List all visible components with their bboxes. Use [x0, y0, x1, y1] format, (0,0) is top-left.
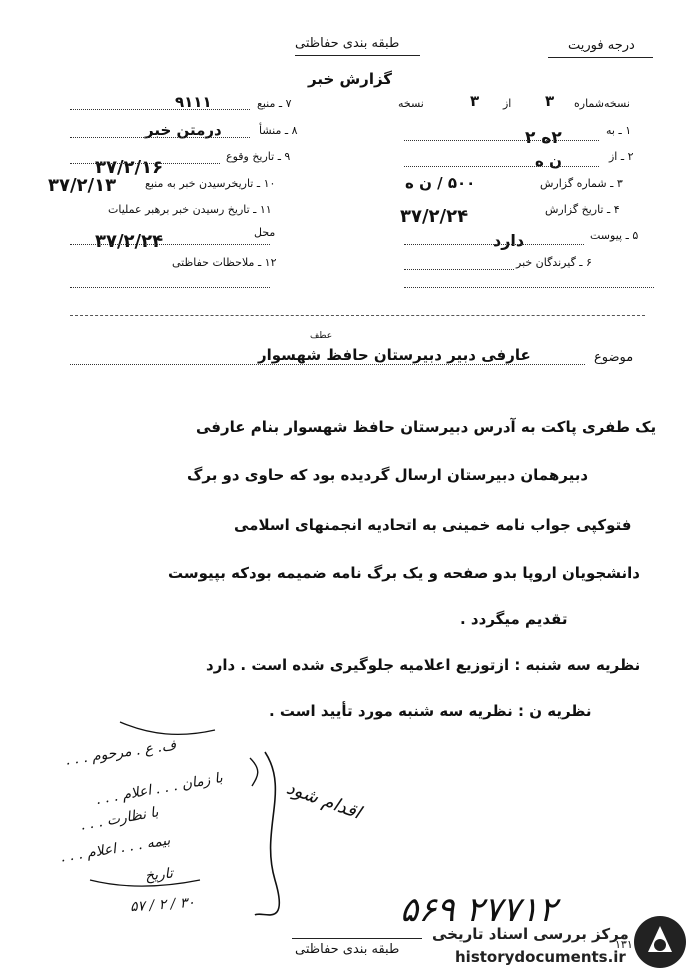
- report-title: گزارش خبر: [308, 70, 393, 88]
- subject-label: موضوع: [594, 350, 634, 365]
- field-1-line: [404, 140, 599, 141]
- field-11-location: محل: [254, 226, 276, 239]
- body-line-4: دانشجویان اروپا بدو صفحه و یک برگ نامه ضمیمه بودکه بپیوست: [168, 564, 641, 582]
- field-2-line: [404, 166, 599, 167]
- archive-center-name: مرکز بررسی اسناد تاریخی: [432, 925, 629, 943]
- field-5-value: دارد: [493, 231, 525, 250]
- field-8-label: ۸ ـ منشأ: [259, 124, 298, 137]
- field-6-line-2: [404, 287, 654, 288]
- field-11-value: ۳۷/۲/۲۴: [95, 231, 164, 252]
- field-6-line: [404, 269, 514, 270]
- field-8-line: [70, 137, 250, 138]
- handwritten-date: ۳۰ / ۲ / ۵۷: [129, 894, 196, 916]
- field-1-value: ۲ه ۲: [525, 128, 562, 148]
- section-separator: [70, 315, 645, 316]
- archive-code: ۱۳۱: [615, 938, 633, 951]
- field-12-line: [70, 287, 270, 288]
- copy-number-from: از: [503, 97, 512, 110]
- field-11-line: [70, 244, 270, 245]
- field-6-label: ۶ ـ گیرندگان خبر: [516, 256, 592, 269]
- classification-top: طبقه بندی حفاظتی: [295, 36, 400, 51]
- field-3-value: ۵۰۰ / ن ه: [405, 174, 476, 192]
- copy-number-label: نسخه‌شماره: [574, 97, 630, 110]
- handwritten-note-5: تاریخ: [144, 865, 174, 885]
- body-line-3: فتوکپی جواب نامه خمینی به اتحادیه انجمنهای اسلامی: [234, 516, 632, 534]
- field-7-label: ۷ ـ منبع: [257, 97, 292, 110]
- archive-logo-icon: [630, 912, 690, 972]
- subject-insert-note: عطف: [310, 331, 333, 341]
- field-11-label: ۱۱ ـ تاریخ رسیدن خبر برهبر عملیات: [108, 203, 272, 216]
- classification-bottom: طبقه بندی حفاظتی: [295, 942, 400, 957]
- archive-website: historydocuments.ir: [455, 948, 626, 966]
- copy-number-suffix: نسخه: [398, 97, 424, 110]
- field-4-value: ۳۷/۲/۲۴: [400, 206, 469, 227]
- body-line-7: نظریه ن : نظریه سه شنبه مورد تأیید است .: [269, 702, 592, 720]
- classification-bottom-overline: [292, 938, 422, 939]
- handwritten-action: اقدام شود: [283, 777, 364, 824]
- classification-top-underline: [295, 55, 420, 56]
- subject-line: [70, 364, 585, 365]
- priority-underline: [548, 57, 653, 58]
- handwritten-note-2: با زمان . . . اعلام . . .: [94, 769, 224, 809]
- field-5-line: [404, 244, 584, 245]
- field-8-value: درمتن خبر: [145, 121, 222, 139]
- field-10-label: ۱۰ ـ تاریخرسیدن خبر به منبع: [145, 177, 276, 190]
- field-7-line: [70, 109, 250, 110]
- field-4-label: ۴ ـ تاریخ گزارش: [545, 203, 620, 216]
- field-7-value: ۹۱۱۱: [175, 93, 212, 111]
- copy-number-total: ۳: [470, 92, 480, 110]
- handwritten-note-3: با نظارت . . .: [79, 804, 160, 834]
- body-line-2: دبیرهمان دبیرستان ارسال گردیده بود که حاوی دو برگ: [187, 466, 589, 484]
- handwritten-note-1: ف. ع . مرحوم . . .: [64, 737, 178, 769]
- handwritten-note-4: بیمه . . . اعلام . . .: [59, 832, 172, 866]
- field-12-label: ۱۲ ـ ملاحظات حفاظتی: [172, 256, 277, 269]
- field-9-line: [70, 163, 220, 164]
- field-2-label: ۲ ـ از: [609, 150, 634, 163]
- body-line-5: تقدیم میگردد .: [460, 610, 568, 628]
- subject-text: عارفی دبیر دبیرستان حافظ شهسوار: [258, 346, 531, 364]
- field-2-value: ن ه: [535, 152, 562, 170]
- field-5-label: ۵ ـ پیوست: [590, 229, 639, 242]
- field-9-label: ۹ ـ تاریخ وقوع: [226, 150, 291, 163]
- priority-label: درجه فوریت: [568, 38, 635, 53]
- field-3-label: ۳ ـ شماره گزارش: [540, 177, 623, 190]
- handwritten-file-number: ۲۷۷۱۲ ۵۶۹: [400, 890, 557, 930]
- body-line-1: یک طفری پاکت به آدرس دبیرستان حافظ شهسوار بنام عارفی: [196, 418, 657, 436]
- body-line-6: نظریه سه شنبه : ازتوزیع اعلامیه جلوگیری شده است . دارد: [206, 656, 641, 674]
- field-9-value: ۳۷/۲/۱۶: [95, 157, 164, 178]
- field-10-value: ۳۷/۲/۱۳: [48, 175, 117, 196]
- copy-number-value: ۳: [545, 92, 555, 110]
- field-1-label: ۱ ـ به: [606, 124, 632, 137]
